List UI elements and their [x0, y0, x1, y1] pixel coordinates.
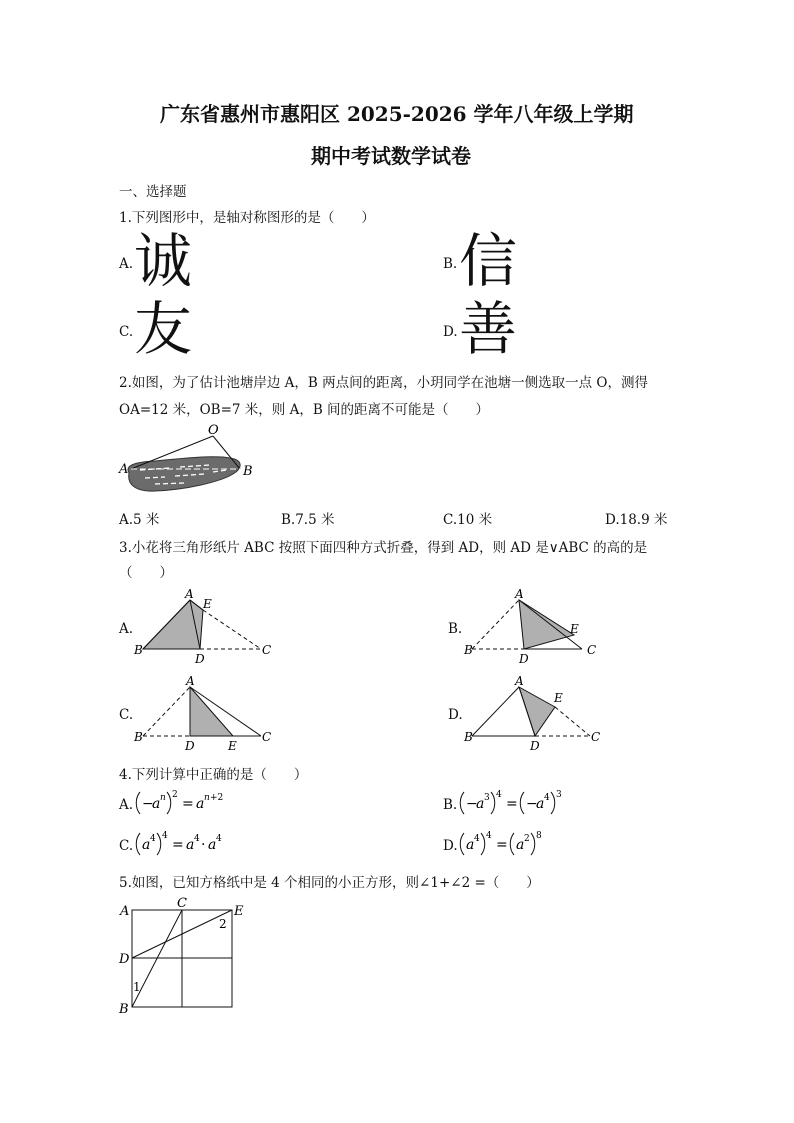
q1-option-a-label: A. [119, 256, 134, 272]
svg-text:D: D [530, 739, 540, 753]
svg-text:C: C [262, 643, 272, 657]
q2-stem-line2: OA=12 米，OB=7 米，则 A，B 间的距离不可能是（ ） [119, 402, 490, 418]
svg-text:a: a [466, 837, 475, 853]
svg-text:E: E [228, 739, 237, 753]
label-O: O [208, 423, 219, 438]
svg-text:·: · [201, 837, 206, 853]
svg-text:=: = [496, 837, 508, 853]
folded-region [190, 687, 233, 736]
section-header: 一、选择题 [119, 184, 187, 200]
svg-text:−: − [466, 796, 478, 812]
svg-text:=: = [506, 796, 518, 812]
svg-text:−: − [142, 796, 154, 812]
svg-text:D: D [195, 652, 205, 666]
q4-option-d-label: D. [443, 838, 458, 854]
pond-shape [128, 457, 240, 491]
folded-region [519, 600, 574, 649]
q3-stem-line1: 3.小花将三角形纸片 ABC 按照下面四种方式折叠，得到 AD，则 AD 是∨ABC 的高的是 [119, 540, 648, 556]
svg-text:4: 4 [150, 834, 156, 844]
svg-text:4: 4 [216, 834, 222, 844]
svg-text:C: C [177, 896, 187, 911]
q2-option-d: D.18.9 米 [605, 512, 668, 528]
q4-option-a-label: A. [119, 797, 134, 813]
exam-title-line1: 广东省惠州市惠阳区 2025-2026 学年八年级上学期 [160, 102, 634, 126]
svg-text:a: a [142, 837, 151, 853]
svg-text:A: A [120, 904, 130, 919]
svg-text:D: D [185, 739, 195, 753]
svg-text:n: n [204, 793, 210, 803]
svg-text:a: a [152, 796, 161, 812]
svg-text:C: C [587, 643, 597, 657]
svg-text:B: B [464, 730, 473, 744]
svg-text:4: 4 [486, 831, 492, 841]
q2-stem-line1: 2.如图，为了估计池塘岸边 A，B 两点间的距离，小玥同学在池塘一侧选取一点 O，测得 [119, 375, 648, 391]
svg-text:E: E [554, 691, 563, 705]
q5-grid-figure [115, 895, 265, 1020]
svg-text:a: a [516, 837, 525, 853]
q3-option-d-label: D. [448, 707, 463, 723]
svg-text:C: C [262, 730, 272, 744]
exam-title-line2: 期中考试数学试卷 [311, 144, 471, 168]
folded-region [143, 600, 203, 649]
svg-text:8: 8 [536, 831, 542, 841]
folded-region [519, 687, 555, 736]
q1-option-c-char: 友 [134, 295, 193, 363]
q3-stem-line2: （ ） [119, 565, 173, 581]
svg-text:B: B [134, 730, 143, 744]
q3-figure-b [462, 586, 612, 666]
svg-text:E: E [234, 904, 244, 919]
svg-text:a: a [208, 837, 217, 853]
label-B: B [243, 464, 253, 479]
svg-text:a: a [476, 796, 485, 812]
svg-text:C: C [591, 730, 601, 744]
svg-text:n: n [160, 793, 166, 803]
q1-option-a-char: 诚 [134, 227, 193, 295]
q1-option-b-char: 信 [459, 227, 518, 295]
q3-figure-a [133, 586, 283, 666]
label-A: A [119, 462, 129, 477]
svg-text:2: 2 [172, 790, 178, 800]
svg-text:4: 4 [496, 790, 502, 800]
svg-text:3: 3 [484, 793, 490, 803]
q1-stem: 1.下列图形中，是轴对称图形的是（ ） [119, 210, 375, 226]
q2-pond-figure [115, 420, 265, 505]
svg-text:−: − [526, 796, 538, 812]
svg-text:A: A [186, 674, 195, 688]
svg-text:2: 2 [219, 917, 227, 931]
svg-text:4: 4 [474, 834, 480, 844]
q1-option-d-char: 善 [459, 295, 518, 363]
q2-option-b: B.7.5 米 [281, 512, 335, 528]
q3-option-c-label: C. [119, 707, 134, 723]
svg-text:=: = [182, 796, 194, 812]
svg-text:2: 2 [524, 834, 530, 844]
q4-option-b-label: B. [443, 797, 458, 813]
q5-stem: 5.如图，已知方格纸中是 4 个相同的小正方形，则∠1+∠2 =（ ） [119, 875, 540, 891]
q4-stem: 4.下列计算中正确的是（ ） [119, 767, 308, 783]
svg-text:1: 1 [133, 980, 141, 994]
svg-text:A: A [515, 674, 524, 688]
svg-text:4: 4 [544, 793, 550, 803]
svg-text:D: D [119, 952, 130, 967]
q3-figure-d [462, 673, 612, 753]
svg-text:E: E [203, 597, 212, 611]
q4-option-c-label: C. [119, 838, 134, 854]
q2-option-a: A.5 米 [119, 512, 160, 528]
svg-text:4: 4 [162, 831, 168, 841]
q4-option-d-formula [458, 825, 568, 859]
svg-text:B: B [464, 643, 473, 657]
q1-option-b-label: B. [443, 256, 458, 272]
q3-option-a-label: A. [119, 621, 134, 637]
q2-option-c: C.10 米 [443, 512, 493, 528]
q3-option-b-label: B. [448, 621, 463, 637]
svg-text:A: A [515, 587, 524, 601]
svg-text:+2: +2 [210, 793, 224, 803]
svg-text:=: = [172, 837, 184, 853]
svg-text:a: a [196, 796, 205, 812]
q4-option-a-formula [134, 784, 244, 818]
svg-text:E: E [570, 622, 579, 636]
q1-option-d-label: D. [443, 324, 458, 340]
q4-option-c-formula [134, 825, 244, 859]
svg-text:D: D [519, 652, 529, 666]
svg-text:4: 4 [194, 834, 200, 844]
svg-text:B: B [134, 643, 143, 657]
svg-text:a: a [186, 837, 195, 853]
q1-option-c-label: C. [119, 324, 134, 340]
svg-text:A: A [185, 587, 194, 601]
svg-text:B: B [119, 1002, 129, 1017]
svg-text:a: a [536, 796, 545, 812]
q3-figure-c [133, 673, 283, 753]
q4-option-b-formula [458, 784, 588, 818]
svg-text:3: 3 [556, 790, 562, 800]
